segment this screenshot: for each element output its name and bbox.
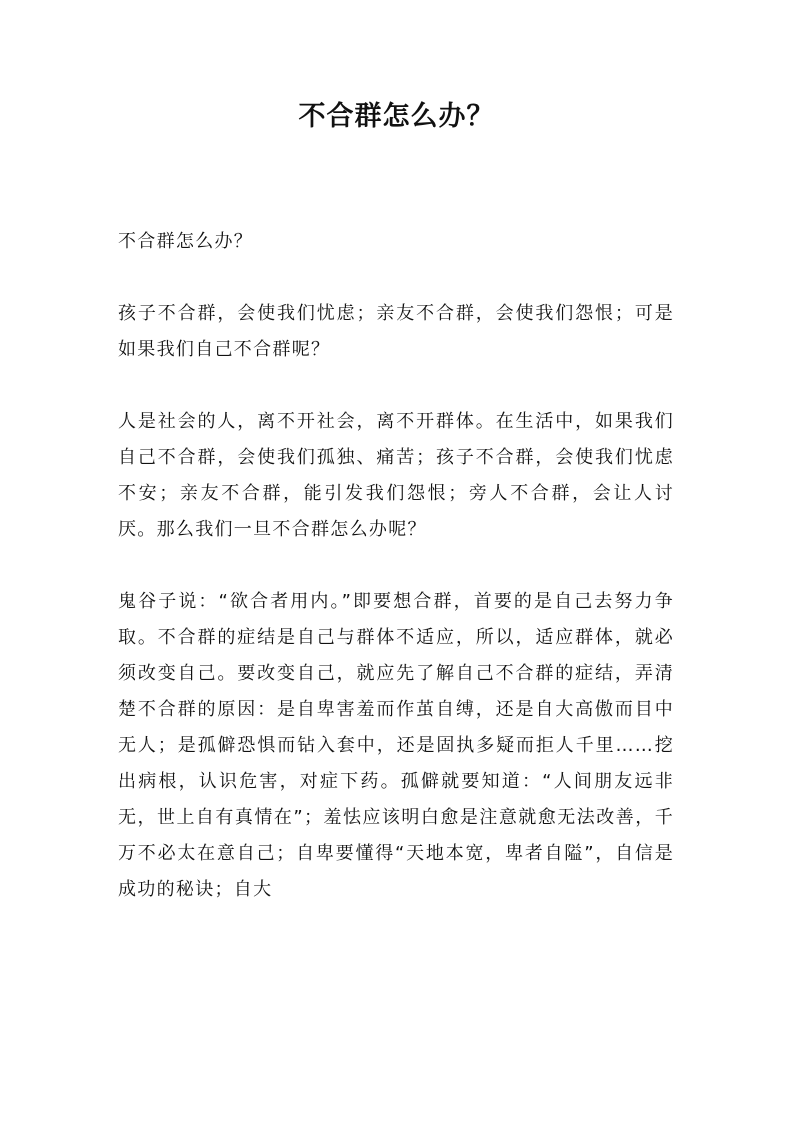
document-body: [118, 224, 674, 944]
paragraph-1: 孩子不合群，会使我们忧虑；亲友不合群，会使我们怨恨；可是如果我们自己不合群呢？: [118, 303, 674, 360]
paragraph-2: 人是社会的人，离不开社会，离不开群体。在生活中，如果我们自己不合群，会使我们孤独、痛苦；孩子不合群，会使我们忧虑不安；亲友不合群，能引发我们怨恨；旁人不合群，会让人讨厌。那么我们一旦不合群怎么办呢？: [118, 411, 674, 540]
page-title: 不合群怎么办？: [298, 101, 495, 132]
paragraph-3: 鬼谷子说：“欲合者用内。”即要想合群，首要的是自己去努力争取。不合群的症结是自己与群体不适应，所以，适应群体，就必须改变自己。要改变自己，就应先了解自己不合群的症结，弄清楚不合群的原因：是自卑害羞而作茧自缚，还是自大高傲而目中无人；是孤僻恐惧而钻入套中，还是固执多疑而拒人千里……挖出病根，认识危害，对症下药。孤僻就要知道：“人间朋友远非无，世上自有真情在”；羞怯应该明白愈是注意就愈无法改善，千万不必太在意自己；自卑要懂得“天地本宽，卑者自隘”，自信是成功的秘诀；自大: [118, 591, 674, 900]
paragraph-subtitle: 不合群怎么办？: [118, 231, 254, 252]
